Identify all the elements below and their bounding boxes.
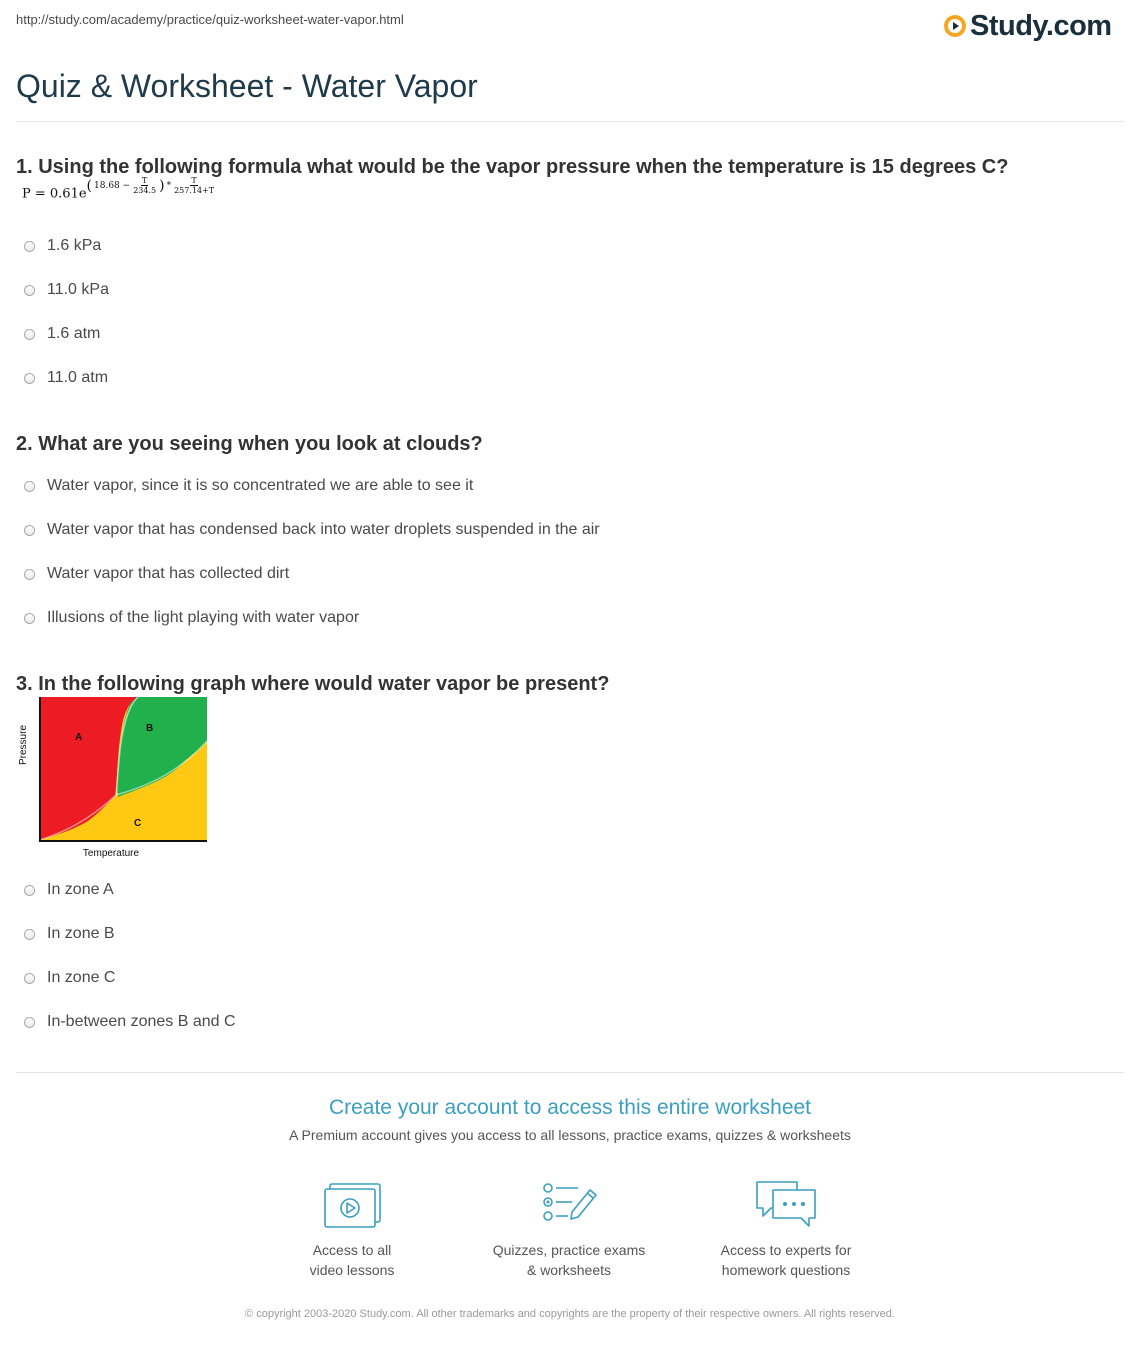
feature-label-line2: homework questions xyxy=(721,1262,851,1278)
feature-video-lessons xyxy=(252,1176,452,1280)
question-1: 1. Using the following formula what would be the vapor pressure when the temperature is 15 degrees C? xyxy=(16,156,1009,178)
radio-button[interactable] xyxy=(24,481,35,492)
create-account-link[interactable]: Create your account to access this entire worksheet xyxy=(328,1096,812,1119)
formula-lhs: P = 0.61e xyxy=(22,186,87,202)
zone-c-label: C xyxy=(134,818,142,829)
feature-label-line1: Quizzes, practice exams xyxy=(492,1242,646,1258)
quiz-checklist-icon xyxy=(534,1176,604,1234)
option-label: Illusions of the light playing with water vapor xyxy=(47,609,360,626)
option-label: Water vapor that has collected dirt xyxy=(47,565,290,582)
formula-fraction-1-denominator: 234.5 xyxy=(133,186,157,195)
page-title: Quiz & Worksheet - Water Vapor xyxy=(16,68,478,104)
q1-option-1[interactable] xyxy=(24,237,101,255)
zone-b-label: B xyxy=(146,723,154,734)
option-label: In zone C xyxy=(47,969,116,986)
option-label: 11.0 atm xyxy=(47,369,109,386)
option-label: In-between zones B and C xyxy=(47,1013,236,1030)
question-3: 3. In the following graph where would water vapor be present? xyxy=(16,673,610,695)
formula-fraction-2-denominator: 257.14+T xyxy=(174,186,215,195)
q3-option-3[interactable] xyxy=(24,969,115,987)
q3-option-4[interactable] xyxy=(24,1013,236,1031)
formula-fraction-2-numerator: T xyxy=(191,176,197,185)
formula-fraction-1-numerator: T xyxy=(141,176,148,185)
title-divider xyxy=(16,121,1124,122)
x-axis-label: Temperature xyxy=(82,848,140,859)
feature-label-line2: & worksheets xyxy=(526,1262,612,1278)
option-label: 1.6 atm xyxy=(47,325,101,342)
feature-label-line1: Access to all xyxy=(312,1242,392,1258)
radio-button[interactable] xyxy=(24,613,35,624)
radio-button[interactable] xyxy=(24,929,35,940)
q1-option-2[interactable] xyxy=(24,281,109,299)
q2-option-4[interactable] xyxy=(24,609,359,627)
q1-option-4[interactable] xyxy=(24,369,108,387)
radio-button[interactable] xyxy=(24,973,35,984)
question-2: 2. What are you seeing when you look at clouds? xyxy=(16,433,483,455)
q2-option-1[interactable] xyxy=(24,477,473,495)
zone-a-label: A xyxy=(75,732,83,743)
cta-subtitle: A Premium account gives you access to all lessons, practice exams, quizzes & worksheets xyxy=(289,1127,851,1143)
option-label: In zone A xyxy=(47,881,114,898)
vapor-pressure-formula: P = 0.61e ( 18.68 − $\frac{T}{234.5}$ ) * $\frac{T}{257.14+T}$ xyxy=(22,176,215,202)
q2-option-3[interactable] xyxy=(24,565,289,583)
radio-button[interactable] xyxy=(24,569,35,580)
radio-button[interactable] xyxy=(24,329,35,340)
y-axis-label: Pressure xyxy=(18,724,29,766)
option-label: Water vapor that has condensed back into water droplets suspended in the air xyxy=(47,521,600,538)
formula-constant: 18.68 − xyxy=(94,180,131,191)
radio-button[interactable] xyxy=(24,885,35,896)
q2-option-2[interactable] xyxy=(24,521,600,539)
copyright-notice: © copyright 2003-2020 Study.com. All other trademarks and copyrights are the property of their respective owners. All rights reserved. xyxy=(245,1308,895,1320)
chat-experts-icon xyxy=(751,1176,821,1234)
feature-label-line2: video lessons xyxy=(309,1262,395,1278)
video-lessons-icon xyxy=(317,1176,387,1234)
option-label: In zone B xyxy=(47,925,115,942)
phase-diagram xyxy=(16,695,216,865)
option-label: 1.6 kPa xyxy=(47,237,102,254)
radio-button[interactable] xyxy=(24,525,35,536)
q1-option-3[interactable] xyxy=(24,325,100,343)
option-label: Water vapor, since it is so concentrated we are able to see it xyxy=(47,477,474,494)
q3-option-2[interactable] xyxy=(24,925,115,943)
cta-divider xyxy=(16,1072,1124,1073)
page-url: http://study.com/academy/practice/quiz-worksheet-water-vapor.html xyxy=(16,12,404,27)
q3-option-1[interactable] xyxy=(24,881,114,899)
study-logo[interactable] xyxy=(944,6,1124,46)
formula-multiply: * xyxy=(166,180,172,191)
radio-button[interactable] xyxy=(24,1017,35,1028)
option-label: 11.0 kPa xyxy=(47,281,109,298)
feature-label-line1: Access to experts for xyxy=(720,1242,852,1258)
radio-button[interactable] xyxy=(24,285,35,296)
radio-button[interactable] xyxy=(24,373,35,384)
feature-quizzes xyxy=(469,1176,669,1280)
radio-button[interactable] xyxy=(24,241,35,252)
feature-experts xyxy=(686,1176,886,1280)
play-logo-icon xyxy=(944,15,966,37)
logo-text: Study.com xyxy=(970,9,1112,42)
